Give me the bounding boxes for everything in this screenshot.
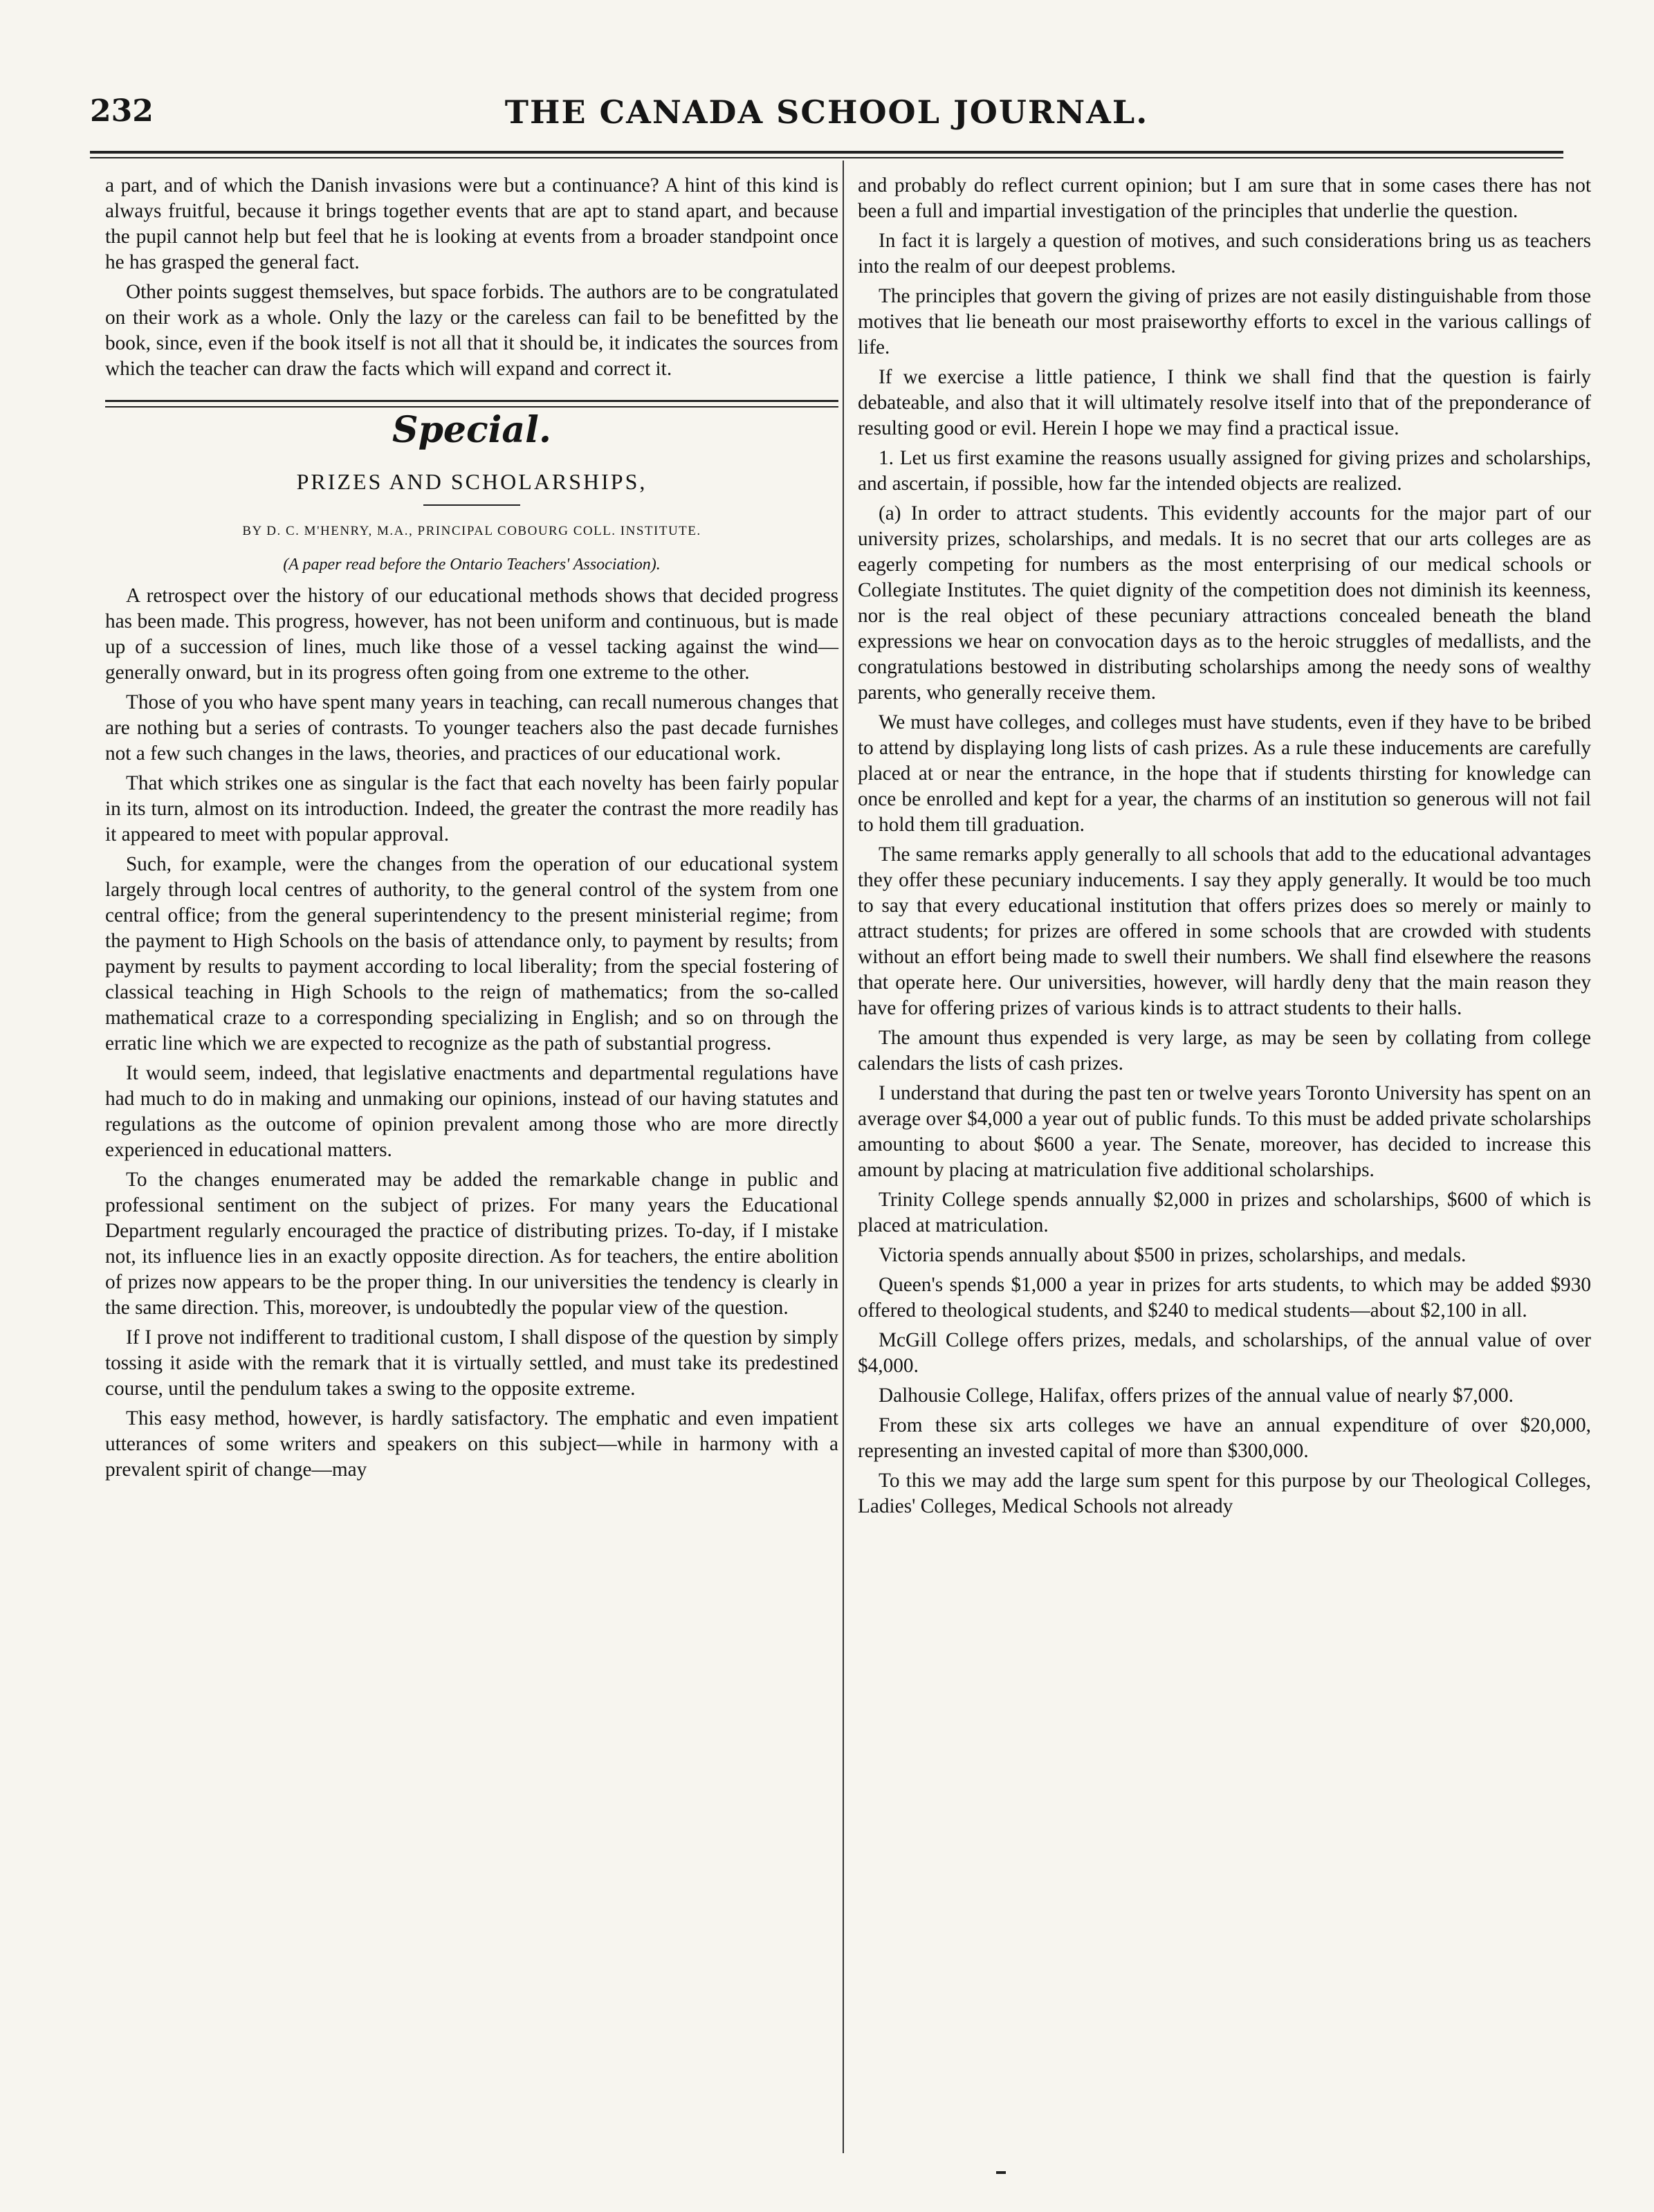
paragraph: The principles that govern the giving of prizes are not easily distinguishable from those motives that lie beneath our most praiseworthy efforts to excel in the various callings of life.	[858, 285, 1591, 358]
paragraph: This easy method, however, is hardly satisfactory. The emphatic and even impatient utterances of some writers and speakers on this subject—while in harmony with a prevalent spirit of change—may	[105, 1407, 838, 1481]
paragraph: Those of you who have spent many years in teaching, can recall numerous changes that are nothing but a series of contrasts. To younger teachers also the past decade furnishes not a few such changes in the laws, theories, and practices of our educational work.	[105, 691, 838, 765]
paragraph: and probably do reflect current opinion; but I am sure that in some cases there has not been a full and impartial investigation of the principles that underlie the question.	[858, 174, 1591, 222]
header-rule-thin	[90, 157, 1563, 158]
paragraph: Queen's spends $1,000 a year in prizes for arts students, to which may be added $930 offered to theological students, and $240 to medical students—about $2,100 in all.	[858, 1274, 1591, 1322]
paragraph: In fact it is largely a question of motives, and such considerations bring us as teachers into the realm of our deepest problems.	[858, 230, 1591, 277]
paragraph: (a) In order to attract students. This evidently accounts for the major part of our university prizes, scholarships, and medals. It is no secret that our arts colleges are as eagerly competing for numbers as the most enterprising of our medical schools or Collegiate Institutes. The quiet dignity of the competition does not diminish its keenness, nor is the real object of these pecuniary attractions concealed beneath the bland expressions we hear on convocation days as to the heroic struggles of medallists, and the congratulations bestowed in distributing scholarships among the needy sons of wealthy parents, who generally receive them.	[858, 502, 1591, 704]
article-byline: BY D. C. M'HENRY, M.A., PRINCIPAL COBOURG COLL. INSTITUTE.	[242, 524, 701, 538]
paragraph: The same remarks apply generally to all schools that add to the educational advantages they offer these pecuniary inducements. I say they apply generally. It would be too much to say that every educational institution that offers prizes does so merely or mainly to attract students; for prizes are offered in some schools that are crowded with students without an effort being made to swell their numbers. We shall find elsewhere the reasons that operate here. Our universities, however, will hardly deny that the main reason they have for offering prizes of various kinds is to attract students to their halls.	[858, 843, 1591, 1019]
paragraph: I understand that during the past ten or twelve years Toronto University has spent on an average over $4,000 a year out of public funds. To this must be added private scholarships amounting to about $600 a year. The Senate, moreover, has decided to increase this amount by placing at matriculation five additional scholarships.	[858, 1082, 1591, 1181]
paragraph: It would seem, indeed, that legislative enactments and departmental regulations have had much to do in making and unmaking our opinions, instead of our having statutes and regulations as the outcome of opinion prevalent among those who are more directly experienced in educational matters.	[105, 1062, 838, 1161]
left-column	[105, 173, 838, 1487]
paragraph: 1. Let us first examine the reasons usually assigned for giving prizes and scholarships, and ascertain, if possible, how far the intended objects are realized.	[858, 447, 1591, 495]
article-title: PRIZES AND SCHOLARSHIPS,	[296, 469, 647, 494]
page-number: 232	[90, 93, 154, 129]
paragraph: To the changes enumerated may be added the remarkable change in public and professional sentiment on the subject of prizes. For many years the Educational Department regularly encouraged the practice of distributing prizes. To-day, if I mistake not, its influence lies in an exactly opposite direction. As for teachers, the entire abolition of prizes now appears to be the proper thing. In our universities the tendency is clearly in the same direction. This, moreover, is undoubtedly the popular view of the question.	[105, 1169, 838, 1319]
right-column	[858, 173, 1591, 1524]
journal-title: THE CANADA SCHOOL JOURNAL.	[504, 93, 1149, 131]
paragraph: Other points suggest themselves, but space forbids. The authors are to be congratulated on their work as a whole. Only the lazy or the careless can fail to be benefitted by the book, since, even if the book itself is not all that it should be, it indicates the sources from which the teacher can draw the facts which will expand and correct it.	[105, 281, 838, 380]
title-rule	[423, 504, 520, 506]
paragraph: To this we may add the large sum spent for this purpose by our Theological Colleges, Ladies' Colleges, Medical Schools not already	[858, 1470, 1591, 1517]
paragraph: From these six arts colleges we have an annual expenditure of over $20,000, representing an invested capital of more than $300,000.	[858, 1414, 1591, 1462]
paragraph: We must have colleges, and colleges must have students, even if they have to be bribed to attend by displaying long lists of cash prizes. As a rule these inducements are carefully placed at or near the entrance, in the hope that if students thirsting for knowledge can once be enrolled and kept for a year, the charms of an institution so generous will not fail to hold them till graduation.	[858, 711, 1591, 836]
section-heading: Special.	[392, 409, 551, 451]
paragraph: McGill College offers prizes, medals, and scholarships, of the annual value of over $4,000.	[858, 1329, 1591, 1377]
header-rule	[90, 151, 1563, 154]
paragraph: Victoria spends annually about $500 in prizes, scholarships, and medals.	[879, 1244, 1467, 1266]
paragraph: A retrospect over the history of our educational methods shows that decided progress has been made. This progress, however, has not been uniform and continuous, but is made up of a succession of lines, much like those of a vessel tacking against the wind—generally onward, but in its progress often going from one extreme to the other.	[105, 585, 838, 684]
paragraph: Such, for example, were the changes from the operation of our educational system largely through local centres of authority, to the general control of the system from one central office; from the general superintendency to the present ministerial regime; from the payment to High Schools on the basis of attendance only, to payment by results; from payment by results to payment according to local liberality; from the special fostering of classical teaching in High Schools to the reign of mathematics; from the so-called mathematical craze to a corresponding specializing in English; and so on through the erratic line which we are expected to recognize as the path of substantial progress.	[105, 853, 838, 1054]
paragraph: Trinity College spends annually $2,000 in prizes and scholarships, $600 of which is placed at matriculation.	[858, 1189, 1591, 1236]
section-rule-thin	[105, 406, 838, 408]
paragraph: If we exercise a little patience, I think we shall find that the question is fairly debateable, and also that it will ultimately resolve itself into that of the preponderance of resulting good or evil. Herein I hope we may find a practical issue.	[858, 366, 1591, 439]
page-end-mark	[996, 2171, 1006, 2174]
column-divider	[843, 161, 844, 2153]
page-header	[90, 86, 1563, 142]
paragraph: Dalhousie College, Halifax, offers prizes of the annual value of nearly $7,000.	[879, 1384, 1514, 1407]
paragraph: If I prove not indifferent to traditional custom, I shall dispose of the question by simply tossing it aside with the remark that it is virtually settled, and must take its predestined course, until the pendulum takes a swing to the opposite extreme.	[105, 1326, 838, 1400]
article-occasion: (A paper read before the Ontario Teachers' Association).	[283, 556, 661, 574]
paragraph: That which strikes one as singular is the fact that each novelty has been fairly popular in its turn, almost on its introduction. Indeed, the greater the contrast the more readily has it appeared to meet with popular approval.	[105, 772, 838, 846]
paragraph: a part, and of which the Danish invasions were but a continuance? A hint of this kind is always fruitful, because it brings together events that are apt to stand apart, and because the pupil cannot help but feel that he is looking at events from a broader standpoint once he has grasped the general fact.	[105, 174, 838, 273]
paragraph: The amount thus expended is very large, as may be seen by collating from college calendars the lists of cash prizes.	[858, 1027, 1591, 1075]
section-rule	[105, 400, 838, 402]
